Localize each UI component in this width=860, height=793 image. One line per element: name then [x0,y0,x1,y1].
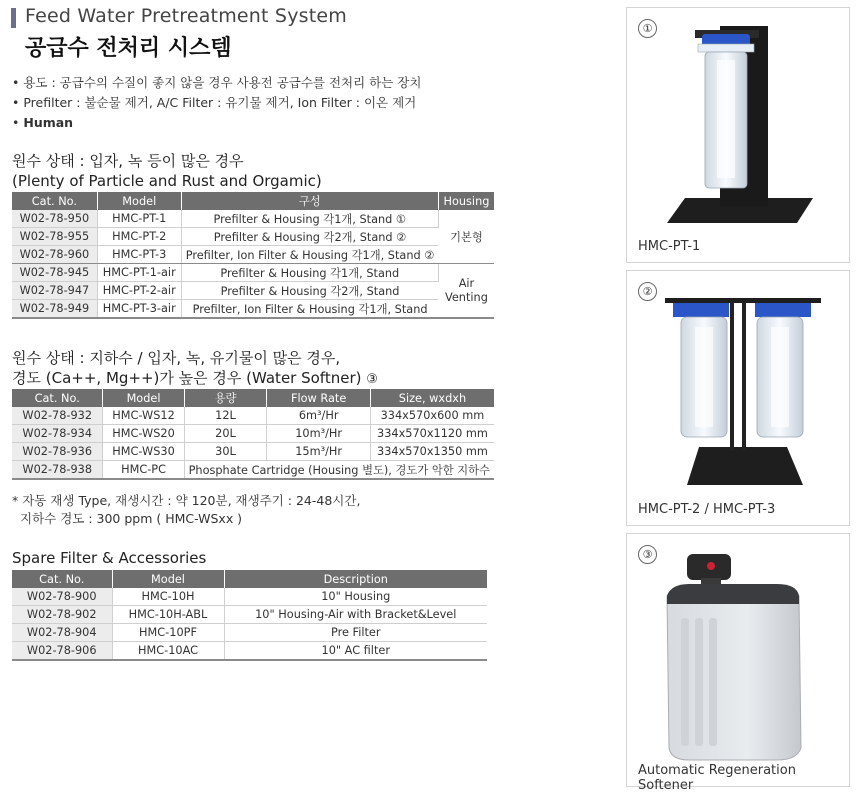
table-row [12,642,487,661]
col-header: Description [224,570,487,588]
col-header: Model [103,389,184,407]
bullet-item: • 용도 : 공급수의 수질이 좋지 않을 경우 사용전 공급수를 전처리 하는 장치 [12,75,422,90]
housing-air-label: Air Venting [445,276,488,304]
card-caption: HMC-PT-2 / HMC-PT-3 [638,502,776,517]
water-softener-image [627,534,849,786]
cell-cat-no: W02-78-955 [12,228,97,246]
note-line1: * 자동 재생 Type, 재생시간 : 약 120분, 재생주기 : 24-48시간, [12,493,361,508]
cell-model: HMC-WS30 [103,443,184,461]
cell-housing-air [438,264,494,319]
cell-capacity: 30L [184,443,267,461]
col-header: Model [97,192,181,210]
title-accent-bar [11,8,16,28]
bullet-human: Human [23,115,74,130]
section1-heading-en: (Plenty of Particle and Rust and Orgamic) [12,172,322,190]
cell-size: 334x570x1350 mm [370,443,494,461]
section2-heading [12,348,378,390]
double-filter-stand-image [627,271,849,525]
table-row [12,443,494,461]
cell-model: HMC-10PF [112,624,224,642]
cell-flow-rate: 6m³/Hr [267,407,371,425]
cell-cat-no: W02-78-900 [12,588,112,606]
cell-model: HMC-PC [103,461,184,480]
table-row [12,606,487,624]
table-row [12,588,487,606]
cell-capacity: 12L [184,407,267,425]
product-card-softener [626,533,850,793]
cell-config: Prefilter & Housing 각1개, Stand [181,264,438,282]
col-header: 구성 [181,192,438,210]
table-row [12,264,494,282]
page-title-english: Feed Water Pretreatment System [25,5,347,27]
cell-model: HMC-10H-ABL [112,606,224,624]
bullet-item: • Prefilter : 불순물 제거, A/C Filter : 유기물 제거, Ion Filter : 이온 제거 [12,95,417,110]
section1-heading [12,151,322,191]
bullet-item: • Human [12,115,74,130]
section1-heading-ko: 원수 상태 : 입자, 녹 등이 많은 경우 [12,152,244,170]
cell-capacity: 20L [184,425,267,443]
cell-description: 10" Housing-Air with Bracket&Level [224,606,487,624]
table-row [12,624,487,642]
intro-bullets [12,73,421,133]
cell-model: HMC-PT-3 [97,246,181,264]
cell-cat-no: W02-78-947 [12,282,97,300]
cell-config: Prefilter, Ion Filter & Housing 각1개, Stand ② [181,246,438,264]
cell-cat-no: W02-78-938 [12,461,103,480]
col-header: Cat. No. [12,192,97,210]
cell-model: HMC-10AC [112,642,224,661]
col-header: 용량 [184,389,267,407]
note-line2: 지하수 경도 : 300 ppm ( HMC-WSxx ) [20,511,243,526]
cell-description: Pre Filter [224,624,487,642]
cell-cat-no: W02-78-950 [12,210,97,228]
cell-flow-rate: 10m³/Hr [267,425,371,443]
cell-model: HMC-WS20 [103,425,184,443]
cell-config: Prefilter & Housing 각2개, Stand [181,282,438,300]
cell-model: HMC-PT-1 [97,210,181,228]
softener-table [12,389,494,480]
cell-description: 10" AC filter [224,642,487,661]
section3-heading: Spare Filter & Accessories [12,549,207,567]
product-card-pt1 [626,7,850,263]
table-row [12,407,494,425]
cell-size: 334x570x1120 mm [370,425,494,443]
cell-cat-no: W02-78-945 [12,264,97,282]
cell-model: HMC-PT-2-air [97,282,181,300]
softener-note [12,492,360,528]
section2-heading-line2: 경도 (Ca++, Mg++)가 높은 경우 (Water Softner) [12,369,362,387]
table-row [12,425,494,443]
cell-cat-no: W02-78-936 [12,443,103,461]
col-header: Cat. No. [12,570,112,588]
cell-description: Phosphate Cartridge (Housing 별도), 경도가 악한 지하수 [184,461,494,480]
cell-model: HMC-PT-1-air [97,264,181,282]
cell-model: HMC-PT-3-air [97,300,181,319]
pretreatment-table [12,192,494,319]
cell-flow-rate: 15m³/Hr [267,443,371,461]
col-header: Cat. No. [12,389,103,407]
cell-housing-basic: 기본형 [438,210,494,264]
table-row [12,282,494,300]
bullet-purpose: 용도 : 공급수의 수질이 좋지 않을 경우 사용전 공급수를 전처리 하는 장치 [23,75,422,90]
table-row [12,210,494,228]
bullet-filters: Prefilter : 불순물 제거, A/C Filter : 유기물 제거, Ion Filter : 이온 제거 [23,95,417,110]
card-caption: HMC-PT-1 [638,239,701,254]
section2-heading-line1: 원수 상태 : 지하수 / 입자, 녹, 유기물이 많은 경우, [12,349,341,367]
col-header: Flow Rate [267,389,371,407]
table-row [12,246,494,264]
table-row [12,228,494,246]
cell-cat-no: W02-78-906 [12,642,112,661]
cell-model: HMC-10H [112,588,224,606]
page-title-korean: 공급수 전처리 시스템 [25,36,232,61]
cell-cat-no: W02-78-960 [12,246,97,264]
table-row [12,300,494,319]
table-row [12,461,494,480]
cell-cat-no: W02-78-949 [12,300,97,319]
card-number-badge: ① [638,19,657,38]
cell-config: Prefilter & Housing 각2개, Stand ② [181,228,438,246]
cell-model: HMC-PT-2 [97,228,181,246]
col-header: Model [112,570,224,588]
cell-config: Prefilter, Ion Filter & Housing 각1개, Stand [181,300,438,319]
spare-parts-table [12,570,487,661]
col-header: Size, wxdxh [370,389,494,407]
cell-config: Prefilter & Housing 각1개, Stand ① [181,210,438,228]
card-number-badge: ② [638,282,657,301]
col-header: Housing [438,192,494,210]
cell-cat-no: W02-78-904 [12,624,112,642]
cell-cat-no: W02-78-934 [12,425,103,443]
cell-description: 10" Housing [224,588,487,606]
cell-cat-no: W02-78-902 [12,606,112,624]
card-number-badge: ③ [638,545,657,564]
card-caption: Automatic Regeneration Softener [638,763,796,793]
cell-model: HMC-WS12 [103,407,184,425]
cell-cat-no: W02-78-932 [12,407,103,425]
cell-size: 334x570x600 mm [370,407,494,425]
product-card-pt2-pt3 [626,270,850,526]
single-filter-stand-image [627,8,849,262]
section2-heading-mark: ③ [366,372,378,387]
